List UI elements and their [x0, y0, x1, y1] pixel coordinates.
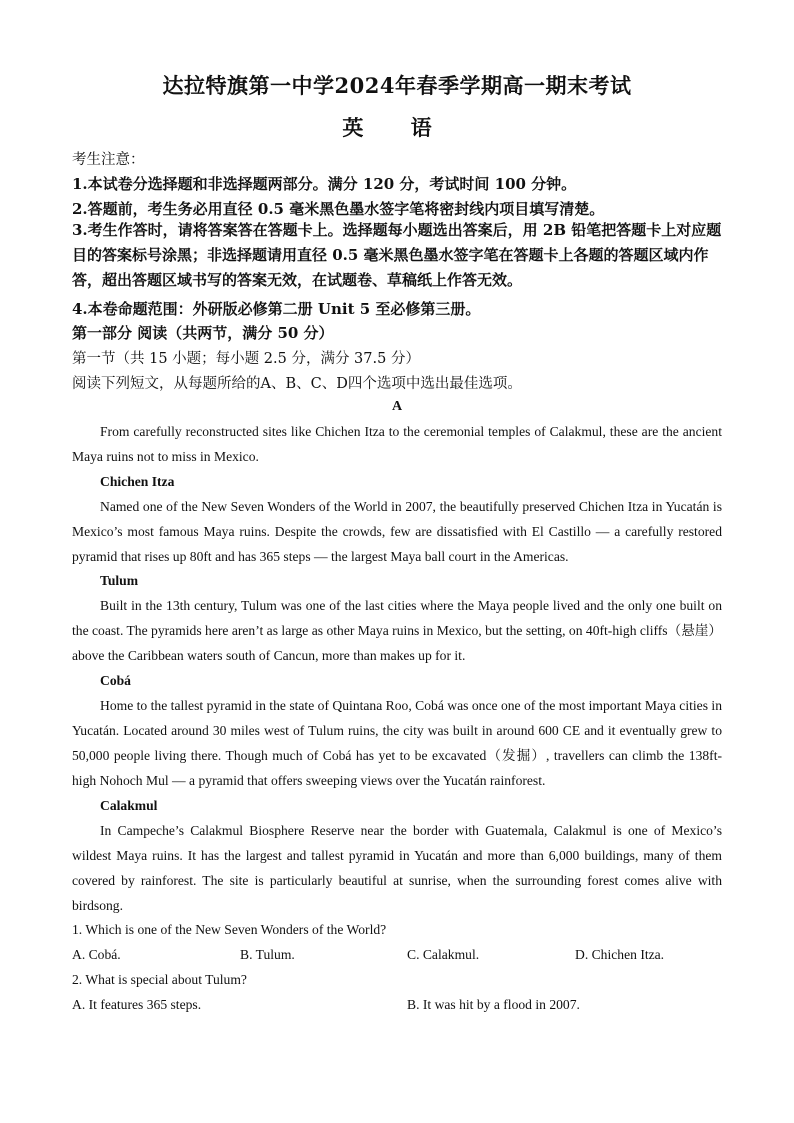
- instruction-text: 阅读下列短文，从每题所给的A、B、C、D四个选项中选出最佳选项。: [72, 376, 522, 392]
- notice-item-1: 1.本试卷分选择题和非选择题两部分。满分 120 分，考试时间 100 分钟。: [72, 175, 577, 193]
- question-1-option-b: B. Tulum.: [240, 947, 295, 962]
- question-1-stem: 1. Which is one of the New Seven Wonders of the World?: [72, 922, 387, 937]
- site-heading-calakmul: Calakmul: [100, 798, 158, 813]
- site-text-coba: Home to the tallest pyramid in the state of Quintana Roo, Cobá was once one of the most important Maya cities in Yucatán. Located around 30 miles west of Tulum ruins, the city was built in around 600 CE and it eventually grew to 50,000 people living there. Though much of Cobá has yet to be excavated（发掘）, travellers can climb the 138ft-high Nohoch Mul — a pyramid that offers sweeping views over the Yucatán rainforest.: [72, 698, 722, 788]
- question-1-option-d: D. Chichen Itza.: [575, 947, 665, 962]
- site-text-chichen-itza: Named one of the New Seven Wonders of the World in 2007, the beautifully preserved Chichen Itza in Yucatán is Mexico’s most famous Maya ruins. Despite the crowds, few are dissatisfied with El Castillo — a carefully restored pyramid that rises up 80ft and has 365 steps — the largest Maya ball court in the Americas.: [72, 499, 722, 564]
- passage-intro: From carefully reconstructed sites like Chichen Itza to the ceremonial temples of Calakmul, these are the ancient Maya ruins not to miss in Mexico.: [72, 424, 722, 464]
- site-heading-coba: Cobá: [100, 673, 131, 688]
- notice-item-3: 3.考生作答时，请将答案答在答题卡上。选择题每小题选出答案后，用 2B 铅笔把答题卡上对应题目的答案标号涂黑；非选择题请用直径 0.5 毫米黑色墨水签字笔在答题卡上各题的答题区域内作答，超出答题区域书写的答案无效，在试题卷、草稿纸上作答无效。: [72, 221, 722, 289]
- notice-item-4: 4.本卷命题范围：外研版必修第二册 Unit 5 至必修第三册。: [72, 300, 481, 318]
- question-2-option-a: A. It features 365 steps.: [72, 997, 202, 1012]
- part-title: 第一部分 阅读（共两节，满分 50 分）: [72, 324, 334, 342]
- notice-heading: 考生注意：: [72, 152, 145, 168]
- passage-label: A: [391, 399, 403, 414]
- exam-title: 达拉特旗第一中学2024年春季学期高一期末考试: [162, 73, 632, 98]
- question-1-option-a: A. Cobá.: [72, 947, 121, 962]
- site-text-calakmul: In Campeche’s Calakmul Biosphere Reserve near the border with Guatemala, Calakmul is one of Mexico’s wildest Maya ruins. It has the largest and tallest pyramid in Yucatán and more than 6,000 buildings, many of them covered by rainforest. The site is particularly beautiful at sunrise, when the surrounding forest comes alive with birdsong.: [72, 823, 722, 913]
- site-heading-tulum: Tulum: [100, 573, 139, 588]
- section-title: 第一节（共 15 小题；每小题 2.5 分，满分 37.5 分）: [72, 351, 420, 367]
- question-1-option-c: C. Calakmul.: [407, 947, 480, 962]
- question-2-stem: 2. What is special about Tulum?: [72, 972, 247, 987]
- site-heading-chichen-itza: Chichen Itza: [100, 474, 175, 489]
- site-text-tulum: Built in the 13th century, Tulum was one of the last cities where the Maya people lived and the only one built on the coast. The pyramids here aren’t as large as other Maya ruins in Mexico, but the setting, on 40ft-high cliffs（悬崖） above the Caribbean waters south of Cancun, more than makes up for it.: [72, 598, 722, 663]
- subject-title: 英 语: [342, 115, 452, 140]
- notice-item-2: 2.答题前，考生务必用直径 0.5 毫米黑色墨水签字笔将密封线内项目填写清楚。: [72, 200, 605, 218]
- question-2-option-b: B. It was hit by a flood in 2007.: [407, 997, 580, 1012]
